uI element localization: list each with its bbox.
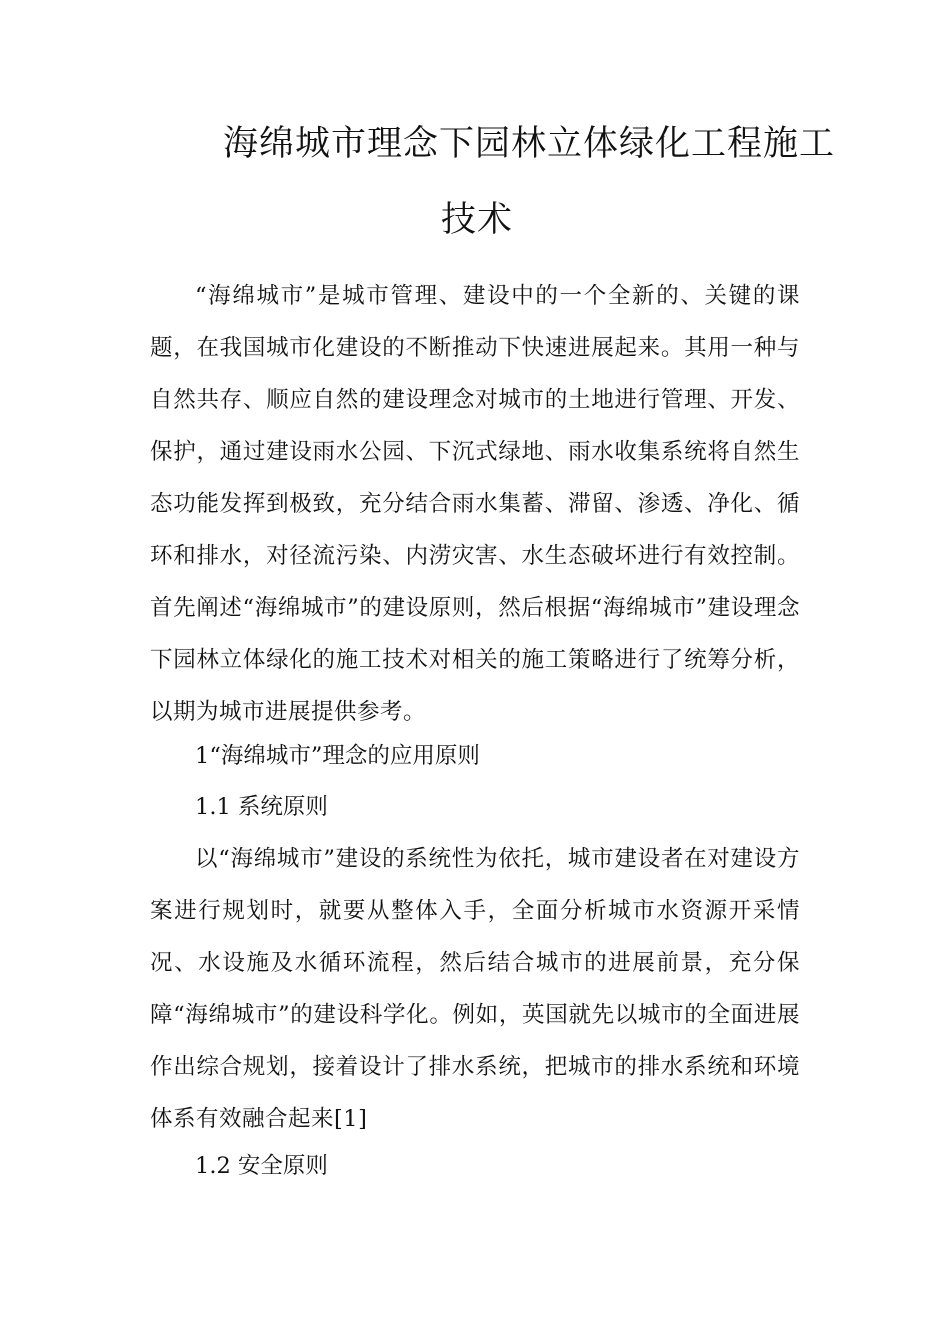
- abstract-paragraph: “海绵城市”是城市管理、建设中的一个全新的、关键的课题，在我国城市化建设的不断推动下快速进展起来。其用一种与自然共存、顺应自然的建设理念对城市的土地进行管理、开发、保护，通过建设雨水公园、下沉式绿地、雨水收集系统将自然生态功能发挥到极致，充分结合雨水集蓄、滞留、渗透、净化、循环和排水，对径流污染、内涝灾害、水生态破坏进行有效控制。首先阐述“海绵城市”的建设原则，然后根据“海绵城市”建设理念下园林立体绿化的施工技术对相关的施工策略进行了统筹分析，以期为城市进展提供参考。: [150, 283, 800, 725]
- section-1-heading: 1“海绵城市”理念的应用原则: [195, 743, 480, 769]
- document-title-line-2: 技术: [441, 200, 514, 240]
- document-title-line-1: 海绵城市理念下园林立体绿化工程施工: [223, 124, 836, 164]
- section-1-2-heading: 1.2 安全原则: [195, 1153, 328, 1179]
- section-1-1-body: 以“海绵城市”建设的系统性为依托，城市建设者在对建设方案进行规划时，就要从整体入手，全面分析城市水资源开采情况、水设施及水循环流程，然后结合城市的进展前景，充分保障“海绵城市”的建设科学化。例如，英国就先以城市的全面进展作出综合规划，接着设计了排水系统，把城市的排水系统和环境体系有效融合起来[1]: [150, 846, 800, 1132]
- section-1-1-heading: 1.1 系统原则: [195, 794, 328, 820]
